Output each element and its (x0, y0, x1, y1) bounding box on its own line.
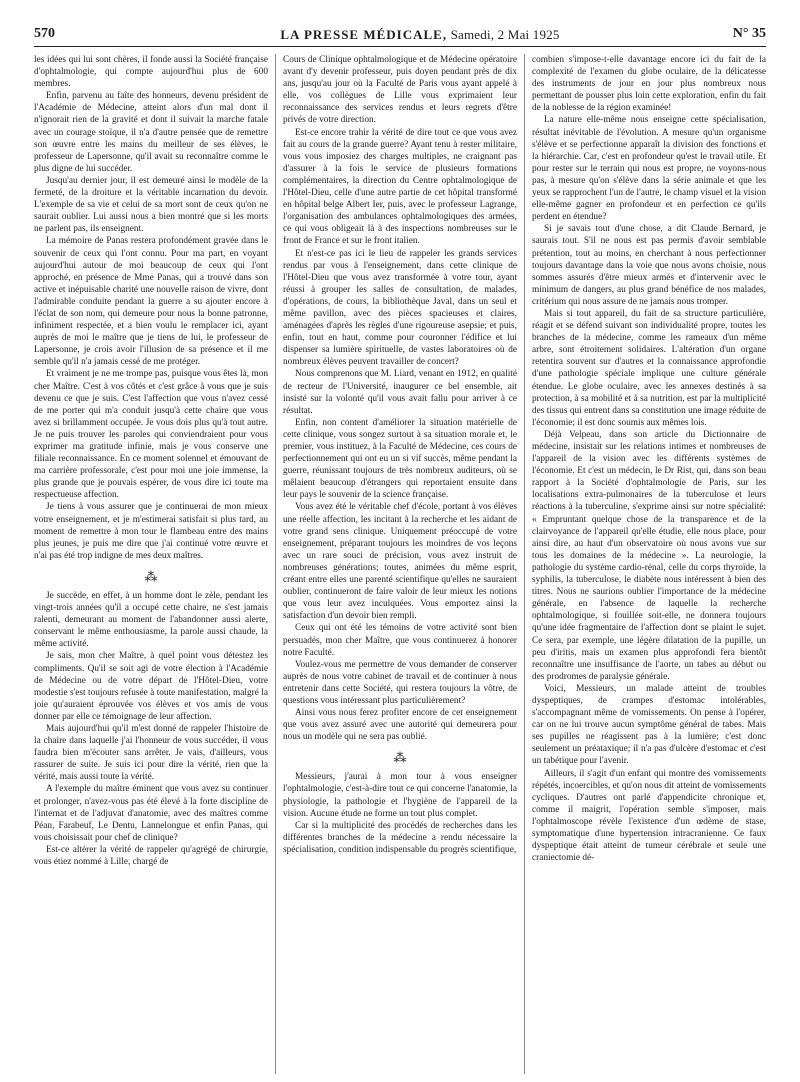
issue-number: N° 35 (732, 26, 766, 41)
paragraph: Je succède, en effet, à un homme dont le zèle, pendant les vingt-trois années qu'il a occupé cette chaire, ne s'est jamais ralenti, demeurant au moment de l'abandonner aussi alerte, conservant le même enthousiasme, la parole aussi chaude, la même activité. (34, 590, 268, 650)
paragraph: Nous comprenons que M. Liard, venant en 1912, en qualité de recteur de l'Université, inaugurer ce bel ensemble, ait insisté sur la volonté qu'il vous avait fallu pour arriver à ce résultat. (283, 369, 517, 416)
paragraph: Ceux qui ont été les témoins de votre activité sont bien persuadés, mon cher Maître, que vous continuerez à honorer notre Faculté. (283, 623, 517, 658)
paragraph: Je tiens à vous assurer que je continuerai de mon mieux votre enseignement, et je m'estimerai satisfait si plus tard, au moment de remettre à mon tour le flambeau entre des mains plus jeunes, je puis me dire que j'ai continué votre œuvre et n'ai pas été trop indigne de mes deux maîtres. (34, 502, 268, 561)
column-1 (34, 54, 268, 1074)
paragraph: Ainsi vous nous ferez profiter encore de cet enseignement que vous avez assuré avec une autorité qui demeurera pour nous un modèle qui ne sera pas oublié. (283, 708, 517, 743)
paragraph: Et vraiment je ne me trompe pas, puisque vous êtes là, mon cher Maître. C'est à vos côtés et c'est grâce à vous que je suis devenu ce que je suis. C'est l'affection que vous n'avez cessé de me porter qui m'a conduit jusqu'à cette chaire que vous avez si brillamment occupée. Je vous dois plus qu'à tout autre. Je ne puis trouver les paroles qui conviendraient pour vous exprimer ma gratitude infinie, mais je vous conserve une filiale reconnaissance. En ce moment solennel et émouvant de ma carrière professorale, c'est pour moi une joie immense, la plus grande que je pouvais espérer, de vous dire ici toute ma respectueuse affection. (34, 369, 268, 501)
paragraph: A l'exemple du maître éminent que vous avez su continuer et prolonger, n'avez-vous pas été élevé à la forte discipline de l'internat et de l'adjuvat d'anatomie, avec des maîtres comme Péan, Farabeuf, Le Dentu, Lannelongue et enfin Panas, qui vous choisissait pour chef de clinique? (34, 784, 268, 843)
column-3 (532, 54, 766, 1074)
column-2 (283, 54, 517, 1074)
paragraph: Car si la multiplicité des procédés de recherches dans les différentes branches de la médecine a rendu nécessaire la spécialisation, condition indispensable du progrès scientifique, (283, 820, 517, 855)
issue-date: Samedi, 2 Mai 1925 (450, 27, 560, 42)
paragraph: Et n'est-ce pas ici le lieu de rappeler les grands services rendus par vous à l'enseignement, dans cette clinique de l'Hôtel-Dieu que vous avez transformée à votre tour, ayant réussi à grouper les salles de consultation, de malades, d'opérations, de cours, la bibliothèque Javal, dans un seul et même pavillon, avec des pièces spacieuses et claires, aménagées d'après les règles d'une rigoureuse asepsie; et puis, enfin, tout en haut, comme pour couronner l'édifice et lui dispenser sa lumière spirituelle, de vastes laboratoires où de nombreux élèves peuvent travailler de concert? (283, 248, 517, 368)
paragraph: les idées qui lui sont chères, il fonde aussi la Société française d'ophtalmologie, qui compte aujourd'hui plus de 600 membres. (34, 55, 268, 90)
paragraph: Est-ce encore trahir la vérité de dire tout ce que vous avez fait au cours de la grande guerre? Ayant tenu à rester militaire, vous vous imposiez des charges multiples, ne craignant pas d'assurer à la fois le service de plusieurs formations complémentaires, la direction du Centre ophtalmologique de l'Hôtel-Dieu, celle d'une autre partie de cet hôpital transformé en hôpital belge Albert Ier, puis, avec le professeur Lagrange, l'organisation des ambulances ophtalmologiques des armées, ce qui vous obligeait là à des inspections nombreuses sur le front de France et sur le front italien. (283, 127, 517, 247)
paragraph: Jusqu'au dernier jour, il est demeuré ainsi le modèle de la fermeté, de la droiture et la véritable incarnation du devoir. L'exemple de sa vie et celui de sa mort sont de ceux qu'on ne saurait oublier. Lui aussi nous a bien montré que si les morts ne parlent pas, ils enseignent. (34, 175, 268, 235)
paragraph: La mémoire de Panas restera profondément gravée dans le souvenir de ceux qui l'ont connu. Pour ma part, en voyant aujourd'hui autour de moi beaucoup de ceux qui l'ont approché, en présence de Mme Panas, qui a trouvé dans son active et inépuisable charité une nouvelle raison de vivre, dont l'admirable conduite pendant la guerre a su ajouter encore à l'éclat de son nom, qui demeure pour nous la bonne patronne, infiniment respectée, et a bien voulu le remplacer ici, ayant auprès de moi le maître que je tiens de lui, le professeur de Lapersonne, je crois avoir l'illusion de sa présence et il me semble qu'il n'a jamais cessé de me protéger. (34, 236, 268, 368)
paragraph: Cours de Clinique ophtalmologique et de Médecine opératoire avant d'y devenir professeur, puis doyen pendant près de dix ans, jusqu'au jour où la Faculté de Paris vous ayant appelé à elle, vos collègues de Lille vous exprimaient leur reconnaissance des services rendus et leurs regrets d'être privés de votre direction. (283, 55, 517, 126)
page-number: 570 (34, 26, 55, 41)
paragraph: Vous avez été le véritable chef d'école, portant à vos élèves une réelle affection, les incitant à la recherche et les aidant de votre grand sens clinique. Uniquement préoccupé de votre enseignement, préparant toujours les moindres de vos leçons avec un rare souci de précision, vous avez instruit de nombreuses générations; toutes, animées du même esprit, créant entre elles une parenté scientifique qu'elles ne sauraient oublier, continueront de faire valoir de leur mieux les notions que vous leur avez inculquées. Vous emportez ainsi la satisfaction d'un devoir bien rempli. (283, 502, 517, 622)
paragraph: Enfin, non content d'améliorer la situation matérielle de cette clinique, vous songez surtout à sa situation morale et, le premier, vous instituez, à la Faculté de Médecine, ces cours de perfectionnement qui ont eu un si vif succès, même pendant la guerre, réunissant toujours de très nombreux auditeurs, où se mêlaient beaucoup d'étrangers qui reportaient ensuite dans leur pays le souvenir de la science française. (283, 417, 517, 501)
article-columns (34, 54, 766, 1074)
paragraph: Mais si tout appareil, du fait de sa structure particulière, réagit et se défend suivant son individualité propre, toutes les branches de la médecine, comme les rameaux d'un même arbre, sont étroitement solidaires. L'altération d'un organe retentira souvent sur d'autres et la connaissance approfondie d'une pathologie spéciale implique une culture générale étendue. Le globe oculaire, avec les annexes destinés à sa protection, à sa mobilité et à sa nutrition, est par la multiplicité des tissus qui entrent dans sa constitution une image réduite de l'économie; il est donc soumis aux mêmes lois. (532, 308, 766, 428)
column-rule (524, 54, 525, 1074)
journal-name: LA PRESSE MÉDICALE, (280, 27, 448, 42)
paragraph: Est-ce altérer la vérité de rappeler qu'agrégé de chirurgie, vous étiez nommé à Lille, chargé de (34, 844, 268, 867)
column-rule (275, 54, 276, 1074)
running-title (154, 27, 686, 43)
paragraph: Messieurs, j'aurai à mon tour à vous enseigner l'ophtalmologie, c'est-à-dire tout ce qui concerne l'anatomie, la physiologie, la pathologie et l'hygiène de l'appareil de la vision. Aucune étude ne forme un tout plus complet. (283, 772, 517, 819)
page-header (34, 24, 766, 47)
paragraph: Enfin, parvenu au faîte des honneurs, devenu président de l'Académie de Médecine, atteint alors d'un mal dont il n'ignorait rien de la gravité et dont il suivait la marche fatale avec un courage stoïque, il n'a d'autre pensée que de remettre son œuvre entre les mains du meilleur de ses élèves, le professeur de Lapersonne, qu'il avait su reconnaître comme le plus digne de lui succéder. (34, 91, 268, 174)
paragraph: Si je savais tout d'une chose, a dit Claude Bernard, je saurais tout. S'il ne nous est pas permis d'avoir semblable prétention, tout au moins, en cherchant à nous perfectionner toujours davantage dans la voie que nous avons choisie, nous sommes assurés d'être mieux armés et d'intervenir avec le minimum de dangers, au plus grand bénéfice de nos malades, critérium qui nous assure de ne jamais nous tromper. (532, 224, 766, 307)
paragraph: La nature elle-même nous enseigne cette spécialisation, résultat inévitable de l'évolution. A mesure qu'un organisme s'élève et se perfectionne apparaît la division des fonctions et la hiérarchie. Car, c'est en profondeur qu'est le travail utile. Et pour rester sur le terrain qui nous est propre, ne voyons-nous pas, à mesure qu'on s'élève dans la série animale et que les yeux se rapprochent l'un de l'autre, le champ visuel et la vision elle-même gagner en profondeur et en perfection ce qu'ils perdent en étendue? (532, 115, 766, 223)
section-separator: ⁂ (144, 568, 158, 584)
paragraph: Ailleurs, il s'agit d'un enfant qui montre des vomissements répétés, incoercibles, et qu'on nous dit atteint de vomissements cycliques. D'autres ont parlé d'appendicite chronique et, comme il maigrit, l'opération semble s'imposer, mais l'ophtalmoscope révèle l'existence d'un œdème de stase, symptomatique d'une hypertension intracranienne. Ce faux dyspeptique était atteint de tumeur cérébrale et seule une craniectomie dé- (532, 768, 766, 864)
section-separator: ⁂ (393, 750, 407, 766)
paragraph: Voulez-vous me permettre de vous demander de conserver auprès de nous votre cabinet de travail et de continuer à nous entretenir dans cette Société, qui restera toujours la vôtre, de questions vous intéressant plus particulièrement? (283, 659, 517, 706)
paragraph: Je sais, mon cher Maître, à quel point vous détestez les compliments. Qu'il se soit agi de votre élection à l'Académie de Médecine ou de votre départ de l'Hôtel-Dieu, votre modestie s'est toujours refusée à toute manifestation, malgré la joie qu'auraient éprouvée vos élèves et vos amis de vous donner par elle ce témoignage de leur affection. (34, 651, 268, 722)
paragraph: Déjà Velpeau, dans son article du Dictionnaire de médecine, insistait sur les relations intimes et nombreuses de l'appareil de la vision avec les différents systèmes de l'économie. Et c'est un médecin, le Dr Rist, qui, dans son beau rapport à la Société d'ophtalmologie de Paris, sur les localisations extra-pulmonaires de la tuberculose et leurs réactions à la tuberculine, s'exprime ainsi sur notre spécialité: « Empruntant quelque chose de la transparence et de la clairvoyance de l'appareil qu'elle étudie, elle nous place, pour ainsi dire, au haut d'un observatoire où nous avons vue sur tous les domaines de la médecine ». La neurologie, la pathologie du système cardio-rénal, celle du corps thyroïde, la syphilis, la tuberculose, le diabète nous intéressent à bien des titres. Nous ne saurions oublier l'importance de la médecine générale, en l'absence de laquelle la recherche ophtalmologique, si fouillée soit-elle, ne donnera toujours qu'une idée fragmentaire de l'affection dont se plaint le sujet. Ce sera, par exemple, une légère dilatation de la pupille, un peu d'iritis, mais un examen plus approfondi fera bientôt reconnaître une insuffisance de l'aorte, un tabes au début ou des prodromes de paralysie générale. (532, 429, 766, 682)
paragraph: Mais aujourd'hui qu'il m'est donné de rappeler l'histoire de la chaire dans laquelle j'ai l'honneur de vous succéder, il vous faudra bien m'écouter sans arrêter. Je vais, d'ailleurs, vous rassurer de suite. Je suis ici pour dire la vérité, rien que la vérité, mais aussi toute la vérité. (34, 723, 268, 783)
paragraph: combien s'impose-t-elle davantage encore ici du fait de la complexité de l'examen du globe oculaire, de la délicatesse des instruments de jour en jour plus nombreux nous permettant de pousser plus loin cette exploration, enfin du fait de la noblesse de la région examinée! (532, 55, 766, 114)
paragraph: Voici, Messieurs, un malade atteint de troubles dyspeptiques, de crampes d'estomac intolérables, s'accompagnant même de vomissements. On pense à l'opérer, car on ne lui trouve aucun symptôme général de tabes. Mais ses pupilles ne réagissent pas à la lumière; c'est donc seulement un préataxique; il n'a pas d'ulcère d'estomac et c'est un tabétique pour l'avenir. (532, 683, 766, 767)
